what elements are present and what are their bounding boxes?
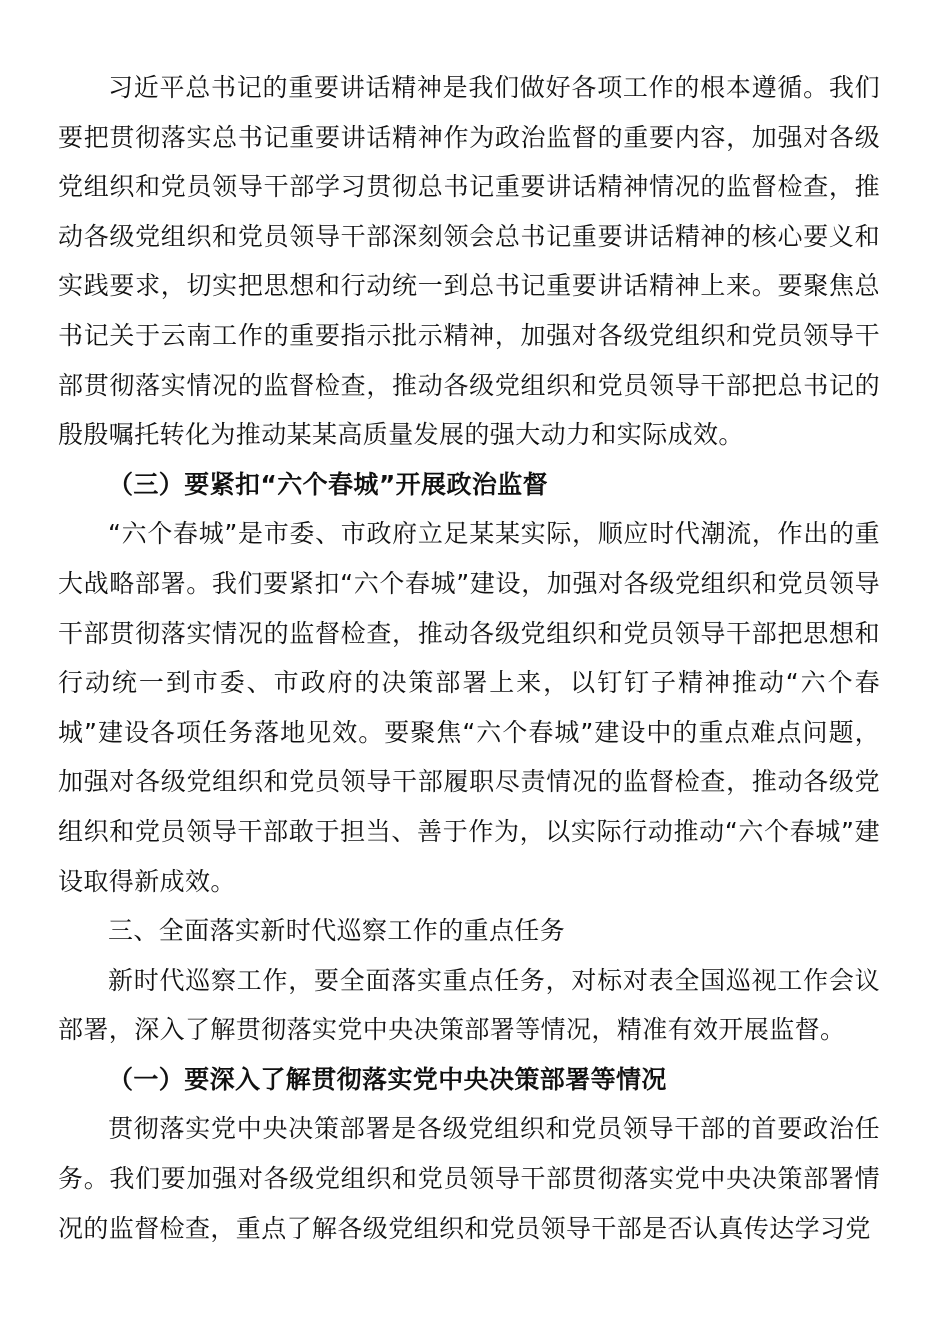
body-paragraph: “六个春城”是市委、市政府立足某某实际，顺应时代潮流，作出的重大战略部署。我们要紧扣“六个春城”建设，加强对各级党组织和党员领导干部贯彻落实情况的监督检查，推动各级党组织和党员领导干部把思想和行动统一到市委、市政府的决策部署上来，以钉钉子精神推动“六个春城”建设各项任务落地见效。要聚焦“六个春城”建设中的重点难点问题，加强对各级党组织和党员领导干部履职尽责情况的监督检查，推动各级党组织和党员领导干部敢于担当、善于作为，以实际行动推动“六个春城”建设取得新成效。 [58, 519, 880, 896]
body-paragraph: 新时代巡察工作，要全面落实重点任务，对标对表全国巡视工作会议部署，深入了解贯彻落实党中央决策部署等情况，精准有效开展监督。 [58, 965, 880, 1045]
body-paragraph: 习近平总书记的重要讲话精神是我们做好各项工作的根本遵循。我们要把贯彻落实总书记重要讲话精神作为政治监督的重要内容，加强对各级党组织和党员领导干部学习贯彻总书记重要讲话精神情况的监督检查，推动各级党组织和党员领导干部深刻领会总书记重要讲话精神的核心要义和实践要求，切实把思想和行动统一到总书记重要讲话精神上来。要聚焦总书记关于云南工作的重要指示批示精神，加强对各级党组织和党员领导干部贯彻落实情况的监督检查，推动各级党组织和党员领导干部把总书记的殷殷嘱托转化为推动某某高质量发展的强大动力和实际成效。 [58, 73, 880, 450]
document-body [58, 63, 880, 1253]
section-heading: （三）要紧扣“六个春城”开展政治监督 [108, 469, 549, 499]
chapter-heading: 三、全面落实新时代巡察工作的重点任务 [108, 916, 566, 946]
section-heading: （一）要深入了解贯彻落实党中央决策部署等情况 [108, 1064, 667, 1094]
body-paragraph: 贯彻落实党中央决策部署是各级党组织和党员领导干部的首要政治任务。我们要加强对各级党组织和党员领导干部贯彻落实党中央决策部署情况的监督检查，重点了解各级党组织和党员领导干部是否认真传达学习党 [58, 1114, 880, 1243]
